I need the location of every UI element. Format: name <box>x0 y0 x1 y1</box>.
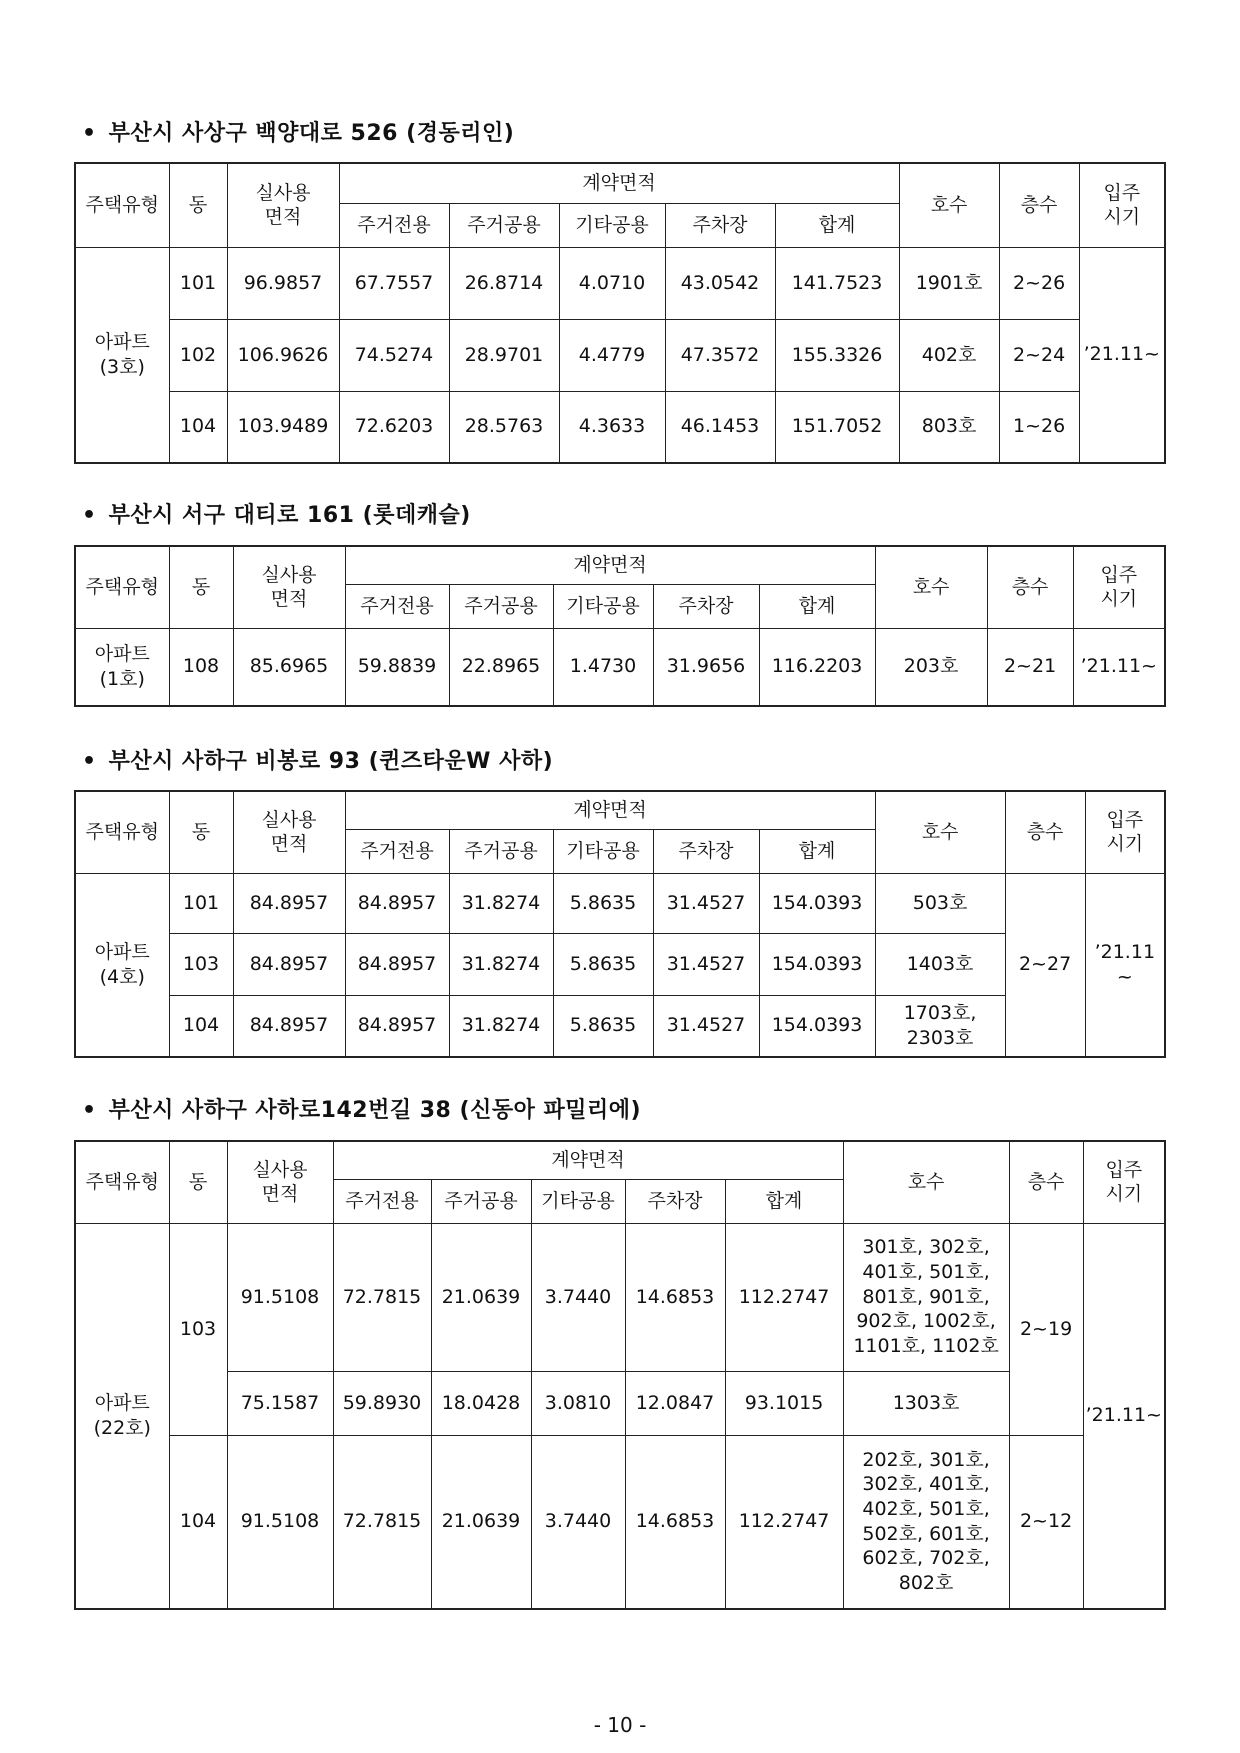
parking-cell: 31.4527 <box>653 933 759 995</box>
total-cell: 155.3326 <box>775 319 899 391</box>
common-cell: 31.8274 <box>449 873 553 933</box>
header-other-common: 기타공용 <box>531 1179 625 1223</box>
exclusive-cell: 67.7557 <box>339 247 449 319</box>
header-ho: 호수 <box>875 791 1005 873</box>
common-cell: 28.5763 <box>449 391 559 463</box>
parking-cell: 31.4527 <box>653 873 759 933</box>
common-cell: 21.0639 <box>431 1223 531 1371</box>
area-cell: 75.1587 <box>227 1371 333 1435</box>
exclusive-cell: 74.5274 <box>339 319 449 391</box>
property-table-2 <box>74 545 1166 707</box>
parking-cell: 43.0542 <box>665 247 775 319</box>
other-common-cell: 4.0710 <box>559 247 665 319</box>
floor-cell: 2~21 <box>987 628 1073 706</box>
header-area: 실사용 면적 <box>233 546 345 628</box>
header-dong: 동 <box>169 1141 227 1223</box>
header-common: 주거공용 <box>449 203 559 247</box>
header-move-in: 입주 시기 <box>1079 163 1165 247</box>
dong-cell: 103 <box>169 1223 227 1435</box>
other-common-cell: 3.7440 <box>531 1435 625 1609</box>
common-cell: 31.8274 <box>449 933 553 995</box>
header-total: 합계 <box>759 829 875 873</box>
table-row <box>75 319 1165 391</box>
header-area: 실사용 면적 <box>233 791 345 873</box>
header-common: 주거공용 <box>431 1179 531 1223</box>
dong-cell: 101 <box>169 247 227 319</box>
total-cell: 141.7523 <box>775 247 899 319</box>
header-contract-area: 계약면적 <box>345 546 875 584</box>
total-cell: 151.7052 <box>775 391 899 463</box>
parking-cell: 31.9656 <box>653 628 759 706</box>
other-common-cell: 5.8635 <box>553 873 653 933</box>
floor-cell: 2~12 <box>1009 1435 1083 1609</box>
header-move-in: 입주 시기 <box>1073 546 1165 628</box>
table-row <box>75 873 1165 933</box>
header-dong: 동 <box>169 546 233 628</box>
exclusive-cell: 59.8839 <box>345 628 449 706</box>
header-type: 주택유형 <box>75 791 169 873</box>
header-floor: 층수 <box>1005 791 1085 873</box>
header-contract-area: 계약면적 <box>345 791 875 829</box>
exclusive-cell: 84.8957 <box>345 933 449 995</box>
dong-cell: 102 <box>169 319 227 391</box>
total-cell: 116.2203 <box>759 628 875 706</box>
floor-cell: 1~26 <box>999 391 1079 463</box>
header-type: 주택유형 <box>75 163 169 247</box>
area-cell: 84.8957 <box>233 873 345 933</box>
area-cell: 84.8957 <box>233 995 345 1057</box>
parking-cell: 14.6853 <box>625 1435 725 1609</box>
area-cell: 103.9489 <box>227 391 339 463</box>
property-table-4 <box>74 1140 1166 1610</box>
table-row <box>75 995 1165 1057</box>
section-title: • 부산시 사상구 백양대로 526 (경동리인) <box>82 121 515 146</box>
area-cell: 96.9857 <box>227 247 339 319</box>
header-floor: 층수 <box>1009 1141 1083 1223</box>
housing-type-cell: 아파트 (22호) <box>75 1223 169 1609</box>
area-cell: 85.6965 <box>233 628 345 706</box>
floor-cell: 2~19 <box>1009 1223 1083 1435</box>
header-exclusive: 주거전용 <box>345 829 449 873</box>
ho-cell: 402호 <box>899 319 999 391</box>
property-table-3 <box>74 790 1166 1058</box>
header-area: 실사용 면적 <box>227 163 339 247</box>
header-total: 합계 <box>725 1179 843 1223</box>
ho-cell: 1403호 <box>875 933 1005 995</box>
header-parking: 주차장 <box>653 584 759 628</box>
other-common-cell: 1.4730 <box>553 628 653 706</box>
header-other-common: 기타공용 <box>553 829 653 873</box>
header-parking: 주차장 <box>625 1179 725 1223</box>
dong-cell: 101 <box>169 873 233 933</box>
header-floor: 층수 <box>999 163 1079 247</box>
floor-cell: 2~27 <box>1005 873 1085 1057</box>
area-cell: 106.9626 <box>227 319 339 391</box>
ho-cell: 1901호 <box>899 247 999 319</box>
page-number: - 10 - <box>593 1713 647 1737</box>
ho-cell: 202호, 301호, 302호, 401호, 402호, 501호, 502호, 601호, 602호, 702호, 802호 <box>843 1435 1009 1609</box>
other-common-cell: 4.4779 <box>559 319 665 391</box>
section-title: • 부산시 사하구 비봉로 93 (퀸즈타운W 사하) <box>82 749 554 774</box>
common-cell: 18.0428 <box>431 1371 531 1435</box>
exclusive-cell: 72.7815 <box>333 1223 431 1371</box>
header-other-common: 기타공용 <box>559 203 665 247</box>
other-common-cell: 3.7440 <box>531 1223 625 1371</box>
dong-cell: 104 <box>169 995 233 1057</box>
exclusive-cell: 84.8957 <box>345 873 449 933</box>
ho-cell: 1703호, 2303호 <box>875 995 1005 1057</box>
table-row <box>75 247 1165 319</box>
area-cell: 91.5108 <box>227 1435 333 1609</box>
common-cell: 28.9701 <box>449 319 559 391</box>
move-in-cell: ’21.11 ~ <box>1085 873 1165 1057</box>
table-row <box>75 933 1165 995</box>
other-common-cell: 5.8635 <box>553 995 653 1057</box>
header-total: 합계 <box>759 584 875 628</box>
header-ho: 호수 <box>843 1141 1009 1223</box>
header-other-common: 기타공용 <box>553 584 653 628</box>
dong-cell: 104 <box>169 391 227 463</box>
total-cell: 154.0393 <box>759 995 875 1057</box>
table-row <box>75 628 1165 706</box>
parking-cell: 47.3572 <box>665 319 775 391</box>
header-dong: 동 <box>169 791 233 873</box>
header-move-in: 입주 시기 <box>1085 791 1165 873</box>
dong-cell: 108 <box>169 628 233 706</box>
header-floor: 층수 <box>987 546 1073 628</box>
header-common: 주거공용 <box>449 829 553 873</box>
other-common-cell: 4.3633 <box>559 391 665 463</box>
header-exclusive: 주거전용 <box>339 203 449 247</box>
bullet-icon: • <box>82 1098 97 1123</box>
ho-cell: 803호 <box>899 391 999 463</box>
parking-cell: 12.0847 <box>625 1371 725 1435</box>
housing-type-cell: 아파트 (4호) <box>75 873 169 1057</box>
dong-cell: 103 <box>169 933 233 995</box>
header-move-in: 입주 시기 <box>1083 1141 1165 1223</box>
move-in-cell: ’21.11~ <box>1073 628 1165 706</box>
header-type: 주택유형 <box>75 546 169 628</box>
section-title: • 부산시 서구 대티로 161 (롯데캐슬) <box>82 503 471 528</box>
total-cell: 112.2747 <box>725 1435 843 1609</box>
header-contract-area: 계약면적 <box>339 163 899 203</box>
other-common-cell: 5.8635 <box>553 933 653 995</box>
bullet-icon: • <box>82 503 97 528</box>
header-dong: 동 <box>169 163 227 247</box>
ho-cell: 203호 <box>875 628 987 706</box>
header-total: 합계 <box>775 203 899 247</box>
common-cell: 22.8965 <box>449 628 553 706</box>
exclusive-cell: 72.6203 <box>339 391 449 463</box>
header-exclusive: 주거전용 <box>345 584 449 628</box>
table-row <box>75 1223 1165 1371</box>
table-row <box>75 1371 1165 1435</box>
other-common-cell: 3.0810 <box>531 1371 625 1435</box>
ho-cell: 503호 <box>875 873 1005 933</box>
parking-cell: 46.1453 <box>665 391 775 463</box>
parking-cell: 14.6853 <box>625 1223 725 1371</box>
common-cell: 31.8274 <box>449 995 553 1057</box>
bullet-icon: • <box>82 121 97 146</box>
section-title: • 부산시 사하구 사하로142번길 38 (신동아 파밀리에) <box>82 1098 642 1123</box>
property-table-1 <box>74 162 1166 464</box>
table-row <box>75 391 1165 463</box>
housing-type-cell: 아파트 (1호) <box>75 628 169 706</box>
ho-cell: 1303호 <box>843 1371 1009 1435</box>
header-common: 주거공용 <box>449 584 553 628</box>
total-cell: 154.0393 <box>759 873 875 933</box>
ho-cell: 301호, 302호, 401호, 501호, 801호, 901호, 902호, 1002호, 1101호, 1102호 <box>843 1223 1009 1371</box>
common-cell: 26.8714 <box>449 247 559 319</box>
dong-cell: 104 <box>169 1435 227 1609</box>
exclusive-cell: 72.7815 <box>333 1435 431 1609</box>
move-in-cell: ’21.11~ <box>1079 247 1165 463</box>
move-in-cell: ’21.11~ <box>1083 1223 1165 1609</box>
header-area: 실사용 면적 <box>227 1141 333 1223</box>
total-cell: 93.1015 <box>725 1371 843 1435</box>
total-cell: 154.0393 <box>759 933 875 995</box>
header-parking: 주차장 <box>653 829 759 873</box>
total-cell: 112.2747 <box>725 1223 843 1371</box>
bullet-icon: • <box>82 749 97 774</box>
area-cell: 91.5108 <box>227 1223 333 1371</box>
header-contract-area: 계약면적 <box>333 1141 843 1179</box>
parking-cell: 31.4527 <box>653 995 759 1057</box>
floor-cell: 2~24 <box>999 319 1079 391</box>
common-cell: 21.0639 <box>431 1435 531 1609</box>
housing-type-cell: 아파트 (3호) <box>75 247 169 463</box>
exclusive-cell: 59.8930 <box>333 1371 431 1435</box>
exclusive-cell: 84.8957 <box>345 995 449 1057</box>
floor-cell: 2~26 <box>999 247 1079 319</box>
header-parking: 주차장 <box>665 203 775 247</box>
header-exclusive: 주거전용 <box>333 1179 431 1223</box>
header-ho: 호수 <box>875 546 987 628</box>
header-ho: 호수 <box>899 163 999 247</box>
header-type: 주택유형 <box>75 1141 169 1223</box>
table-row <box>75 1435 1165 1609</box>
area-cell: 84.8957 <box>233 933 345 995</box>
